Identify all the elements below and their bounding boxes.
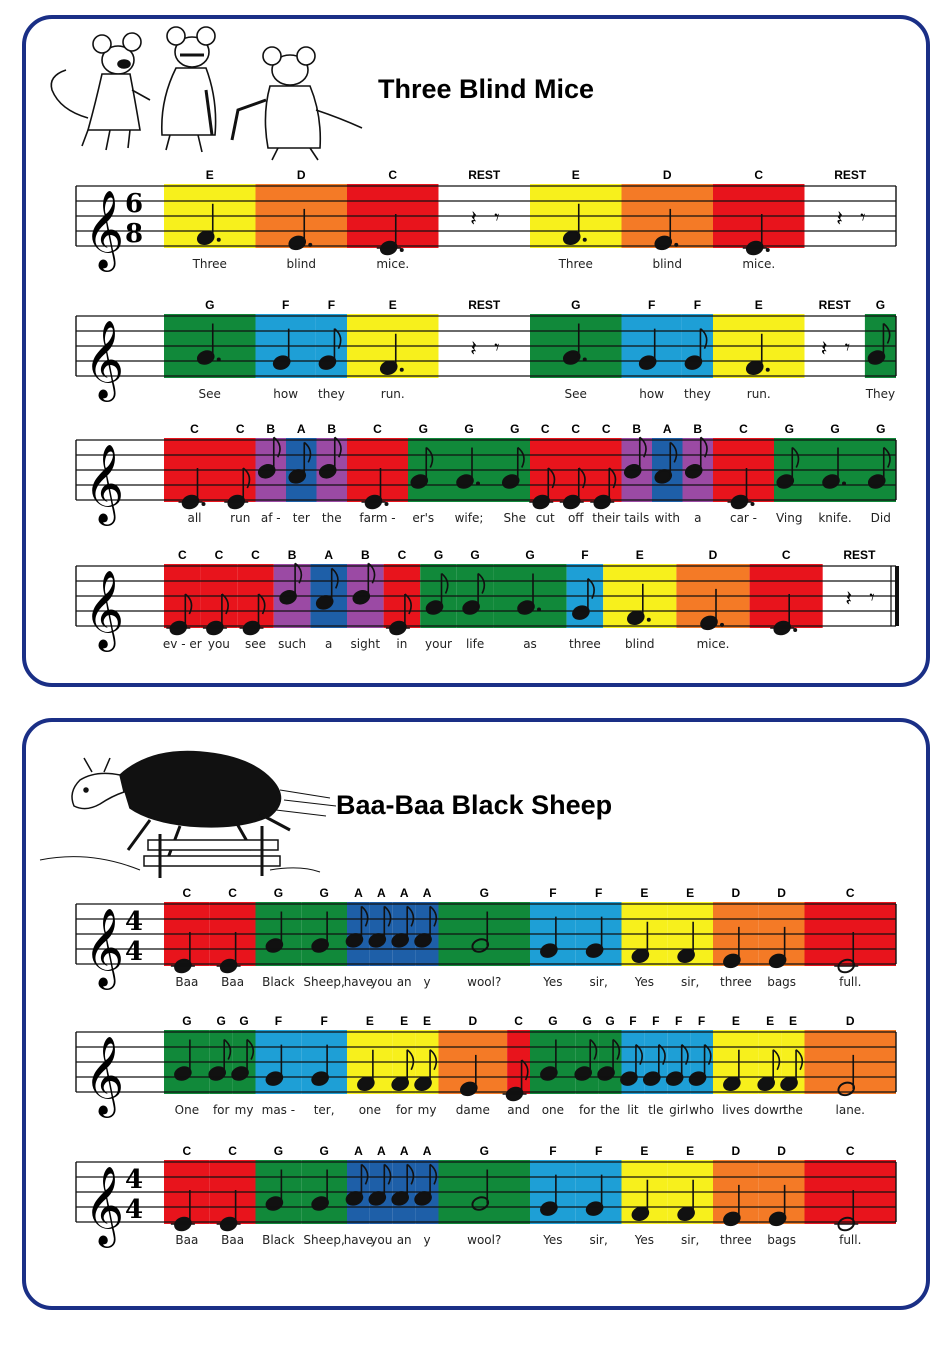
note-label: C bbox=[754, 168, 764, 182]
note-label: D bbox=[845, 1014, 855, 1028]
lyric-word: See bbox=[198, 387, 221, 401]
lyric-word: the bbox=[321, 511, 342, 525]
lyric-word: Baa bbox=[221, 1233, 245, 1247]
note-label: E bbox=[571, 168, 580, 182]
note-label: G bbox=[273, 886, 284, 900]
note-label: F bbox=[581, 548, 589, 562]
treble-clef-icon: 𝄞 bbox=[84, 320, 125, 399]
lyric-word: y bbox=[423, 1233, 431, 1247]
note-label: A bbox=[399, 1144, 409, 1158]
lyric-word: bags bbox=[767, 975, 797, 989]
lyric-word: Ving bbox=[775, 511, 803, 525]
note-label: G bbox=[205, 298, 215, 312]
lyric-word: cut bbox=[535, 511, 555, 525]
treble-clef-icon: 𝄞 bbox=[84, 444, 125, 523]
lyric-word: mice. bbox=[696, 637, 730, 651]
eighth-rest-icon: 𝄾 bbox=[844, 335, 851, 359]
treble-clef-icon: 𝄞 bbox=[84, 1166, 125, 1245]
note-label: D bbox=[468, 1014, 478, 1028]
note-label: C bbox=[214, 548, 224, 562]
lyric-word: the bbox=[600, 1103, 620, 1117]
eighth-rest-icon: 𝄾 bbox=[869, 585, 875, 609]
lyric-word: Baa bbox=[221, 975, 245, 989]
note-label: G bbox=[182, 1014, 192, 1028]
note-label: G bbox=[479, 1144, 489, 1158]
quarter-rest-icon: 𝄽 bbox=[470, 207, 477, 232]
lyric-word: have bbox=[343, 975, 374, 989]
note-label: A bbox=[376, 886, 386, 900]
note-label: G bbox=[548, 1014, 558, 1028]
time-signature-top: 4 bbox=[124, 907, 144, 937]
lyric-word: blind bbox=[625, 637, 655, 651]
treble-clef-icon: 𝄞 bbox=[84, 908, 125, 987]
lyric-word: run. bbox=[380, 387, 405, 401]
note-label: C bbox=[845, 1144, 855, 1158]
time-signature-bottom: 4 bbox=[124, 937, 144, 967]
lyric-word: for bbox=[578, 1103, 596, 1117]
quarter-rest-icon: 𝄽 bbox=[836, 207, 843, 232]
note-label: G bbox=[273, 1144, 284, 1158]
note-label: D bbox=[777, 886, 786, 900]
note-label: REST bbox=[834, 168, 867, 182]
note-label: G bbox=[216, 1014, 226, 1028]
note-label: G bbox=[418, 422, 428, 436]
note-label: E bbox=[754, 298, 763, 312]
lyric-word: three bbox=[569, 637, 601, 651]
lyric-word: three bbox=[720, 1233, 752, 1247]
note-label: F bbox=[274, 1014, 283, 1028]
lyric-word: lit bbox=[627, 1103, 639, 1117]
lyric-word: run. bbox=[746, 387, 771, 401]
lyric-word: ter bbox=[292, 511, 310, 525]
dot bbox=[766, 368, 770, 372]
note-label: F bbox=[675, 1014, 683, 1028]
lyric-word: Baa bbox=[175, 975, 199, 989]
lyric-word: full. bbox=[839, 975, 862, 989]
quarter-rest-icon: 𝄽 bbox=[470, 337, 477, 362]
note-label: C bbox=[601, 422, 611, 436]
note-label: E bbox=[686, 886, 695, 900]
note-label: B bbox=[287, 548, 297, 562]
note-label: C bbox=[739, 422, 748, 436]
lyric-word: all bbox=[187, 511, 202, 525]
note-label: C bbox=[190, 422, 199, 436]
lyric-word: as bbox=[523, 637, 537, 651]
lyric-word: Black bbox=[262, 975, 295, 989]
lyric-word: lane. bbox=[835, 1103, 865, 1117]
note-label: REST bbox=[468, 298, 501, 312]
note-label: B bbox=[266, 422, 276, 436]
note-label: G bbox=[875, 298, 886, 312]
note-label: C bbox=[845, 886, 855, 900]
note-label: C bbox=[228, 1144, 237, 1158]
lyric-word: with bbox=[654, 511, 680, 525]
lyric-word: sir, bbox=[589, 975, 608, 989]
lyric-word: see bbox=[244, 637, 267, 651]
treble-clef-icon: 𝄞 bbox=[84, 570, 125, 649]
note-label: F bbox=[652, 1014, 660, 1028]
note-label: C bbox=[540, 422, 550, 436]
note-label: REST bbox=[843, 548, 876, 562]
note-label: G bbox=[319, 1144, 329, 1158]
note-label: C bbox=[182, 1144, 192, 1158]
note-label: D bbox=[731, 1144, 741, 1158]
note-label: F bbox=[320, 1014, 328, 1028]
lyric-word: sir, bbox=[589, 1233, 608, 1247]
lyric-word: a bbox=[694, 511, 702, 525]
lyric-word: They bbox=[865, 387, 896, 401]
note-label: G bbox=[510, 422, 520, 436]
note-label: D bbox=[708, 548, 718, 562]
note-label: E bbox=[686, 1144, 695, 1158]
eighth-rest-icon: 𝄾 bbox=[860, 205, 866, 229]
lyric-word: Did bbox=[870, 511, 891, 525]
dot bbox=[647, 618, 651, 622]
lyric-word: the bbox=[783, 1103, 803, 1117]
note-label: A bbox=[399, 886, 409, 900]
lyric-word: for bbox=[212, 1103, 230, 1117]
note-label: G bbox=[571, 298, 581, 312]
lyric-word: you bbox=[207, 637, 230, 651]
note-label: G bbox=[464, 422, 474, 436]
note-label: E bbox=[635, 548, 644, 562]
note-label: C bbox=[781, 548, 791, 562]
note-label: D bbox=[731, 886, 741, 900]
note-label: E bbox=[640, 886, 649, 900]
note-label: C bbox=[182, 886, 192, 900]
note-label: F bbox=[697, 1014, 706, 1028]
note-label: C bbox=[251, 548, 260, 562]
lyric-word: an bbox=[396, 975, 412, 989]
note-label: C bbox=[571, 422, 581, 436]
note-label: G bbox=[470, 548, 480, 562]
note-label: C bbox=[228, 886, 237, 900]
note-label: F bbox=[629, 1014, 637, 1028]
note-label: G bbox=[876, 422, 886, 436]
note-label: F bbox=[594, 886, 603, 900]
note-label: E bbox=[640, 1144, 649, 1158]
lyric-word: and bbox=[507, 1103, 530, 1117]
note-label: A bbox=[422, 886, 432, 900]
song-title: Baa-Baa Black Sheep bbox=[336, 790, 613, 820]
time-signature-top: 6 bbox=[124, 189, 144, 219]
lyric-word: Baa bbox=[175, 1233, 199, 1247]
lyric-word: tle bbox=[648, 1103, 664, 1117]
eighth-rest-icon: 𝄾 bbox=[494, 205, 500, 229]
eighth-rest-icon: 𝄾 bbox=[494, 335, 500, 359]
lyric-word: one bbox=[541, 1103, 565, 1117]
lyric-word: in bbox=[396, 637, 408, 651]
note-label: C bbox=[514, 1014, 523, 1028]
lyric-word: af - bbox=[260, 511, 281, 525]
lyric-word: Yes bbox=[543, 975, 563, 989]
note-label: G bbox=[525, 548, 535, 562]
note-label: E bbox=[388, 298, 397, 312]
note-label: A bbox=[324, 548, 334, 562]
lyric-word: they bbox=[318, 387, 345, 401]
dot bbox=[583, 238, 587, 242]
lyric-word: who bbox=[689, 1103, 714, 1117]
lyric-word: car - bbox=[729, 511, 758, 525]
lyric-word: mice. bbox=[742, 257, 776, 271]
note-label: D bbox=[296, 168, 306, 182]
lyric-word: dame bbox=[455, 1103, 490, 1117]
lyric-word: wool? bbox=[467, 975, 502, 989]
lyric-word: full. bbox=[839, 1233, 862, 1247]
note-label: REST bbox=[818, 298, 851, 312]
note-label: G bbox=[479, 886, 489, 900]
time-signature-bottom: 4 bbox=[124, 1195, 144, 1225]
lyric-word: One bbox=[174, 1103, 200, 1117]
lyric-word: ter, bbox=[313, 1103, 335, 1117]
lyric-word: wife; bbox=[454, 511, 484, 525]
note-label: D bbox=[777, 1144, 786, 1158]
dot bbox=[400, 368, 404, 372]
lyric-word: down bbox=[753, 1103, 787, 1117]
lyric-word: their bbox=[592, 511, 621, 525]
note-label: E bbox=[365, 1014, 374, 1028]
lyric-word: have bbox=[343, 1233, 374, 1247]
lyric-word: off bbox=[567, 511, 584, 525]
note-label: B bbox=[632, 422, 642, 436]
note-label: F bbox=[594, 1144, 603, 1158]
lyric-word: knife. bbox=[818, 511, 852, 525]
lyric-word: run bbox=[230, 511, 251, 525]
lyric-word: life bbox=[465, 637, 485, 651]
lyric-word: She bbox=[503, 511, 527, 525]
lyric-word: sir, bbox=[680, 1233, 700, 1247]
lyric-word: wool? bbox=[467, 1233, 502, 1247]
note-label: A bbox=[662, 422, 672, 436]
time-signature-bottom: 8 bbox=[124, 219, 144, 249]
lyric-word: how bbox=[273, 387, 299, 401]
lyric-word: farm - bbox=[359, 511, 396, 525]
note-label: C bbox=[388, 168, 398, 182]
lyric-word: lives bbox=[722, 1103, 750, 1117]
lyric-word: sir, bbox=[680, 975, 700, 989]
lyric-word: an bbox=[396, 1233, 412, 1247]
note-label: REST bbox=[468, 168, 501, 182]
note-label: F bbox=[549, 1144, 557, 1158]
time-signature-top: 4 bbox=[124, 1165, 144, 1195]
note-label: E bbox=[423, 1014, 432, 1028]
lyric-word: how bbox=[639, 387, 665, 401]
note-label: G bbox=[433, 548, 444, 562]
note-label: B bbox=[693, 422, 703, 436]
lyric-word: girl bbox=[669, 1103, 689, 1117]
quarter-rest-icon: 𝄽 bbox=[845, 587, 853, 612]
note-label: A bbox=[354, 1144, 363, 1158]
lyric-word: Yes bbox=[634, 1233, 655, 1247]
lyric-word: tails bbox=[624, 511, 650, 525]
note-label: G bbox=[239, 1014, 249, 1028]
lyric-word: Black bbox=[262, 1233, 295, 1247]
lyric-word: you bbox=[370, 1233, 393, 1247]
lyric-word: sight bbox=[350, 637, 381, 651]
lyric-word: such bbox=[278, 637, 307, 651]
lyric-word: bags bbox=[767, 1233, 797, 1247]
note-label: A bbox=[354, 886, 363, 900]
note-label: B bbox=[327, 422, 337, 436]
lyric-word: Yes bbox=[543, 1233, 563, 1247]
lyric-word: y bbox=[423, 975, 431, 989]
note-label: G bbox=[582, 1014, 592, 1028]
lyric-word: mice. bbox=[376, 257, 410, 271]
lyric-word: Sheep, bbox=[303, 1233, 345, 1247]
dot bbox=[217, 238, 221, 242]
lyric-word: my bbox=[417, 1103, 437, 1117]
note-label: C bbox=[397, 548, 407, 562]
note-label: E bbox=[731, 1014, 740, 1028]
quarter-rest-icon: 𝄽 bbox=[820, 337, 828, 362]
lyric-word: Three bbox=[558, 257, 593, 271]
note-label: E bbox=[766, 1014, 775, 1028]
note-label: G bbox=[605, 1014, 615, 1028]
note-label: G bbox=[784, 422, 794, 436]
lyric-word: Sheep, bbox=[303, 975, 345, 989]
lyric-word: blind bbox=[286, 257, 317, 271]
treble-clef-icon: 𝄞 bbox=[84, 190, 125, 269]
lyric-word: you bbox=[370, 975, 393, 989]
note-label: E bbox=[789, 1014, 798, 1028]
lyric-word: three bbox=[720, 975, 752, 989]
note-label: C bbox=[177, 548, 187, 562]
lyric-word: a bbox=[325, 637, 333, 651]
lyric-word: er's bbox=[412, 511, 435, 525]
note-label: G bbox=[319, 886, 329, 900]
note-label: F bbox=[549, 886, 557, 900]
song-title: Three Blind Mice bbox=[378, 74, 595, 104]
lyric-word: Three bbox=[192, 257, 227, 271]
note-label: E bbox=[400, 1014, 409, 1028]
lyric-word: your bbox=[425, 637, 452, 651]
lyric-word: my bbox=[234, 1103, 254, 1117]
lyric-word: one bbox=[358, 1103, 382, 1117]
note-label: B bbox=[360, 548, 370, 562]
lyric-word: ev - er bbox=[162, 637, 202, 651]
note-label: D bbox=[662, 168, 672, 182]
note-label: E bbox=[205, 168, 214, 182]
treble-clef-icon: 𝄞 bbox=[84, 1036, 125, 1115]
lyric-word: Yes bbox=[634, 975, 655, 989]
lyric-word: for bbox=[395, 1103, 413, 1117]
lyric-word: mas - bbox=[261, 1103, 296, 1117]
note-label: G bbox=[830, 422, 840, 436]
note-label: A bbox=[422, 1144, 432, 1158]
note-label: C bbox=[235, 422, 245, 436]
lyric-word: See bbox=[564, 387, 587, 401]
note-label: A bbox=[296, 422, 306, 436]
lyric-word: they bbox=[684, 387, 711, 401]
note-label: F bbox=[327, 298, 336, 312]
lyric-word: blind bbox=[652, 257, 683, 271]
note-label: C bbox=[373, 422, 382, 436]
note-label: A bbox=[376, 1144, 386, 1158]
note-label: F bbox=[282, 298, 290, 312]
note-label: F bbox=[693, 298, 702, 312]
note-label: F bbox=[648, 298, 656, 312]
